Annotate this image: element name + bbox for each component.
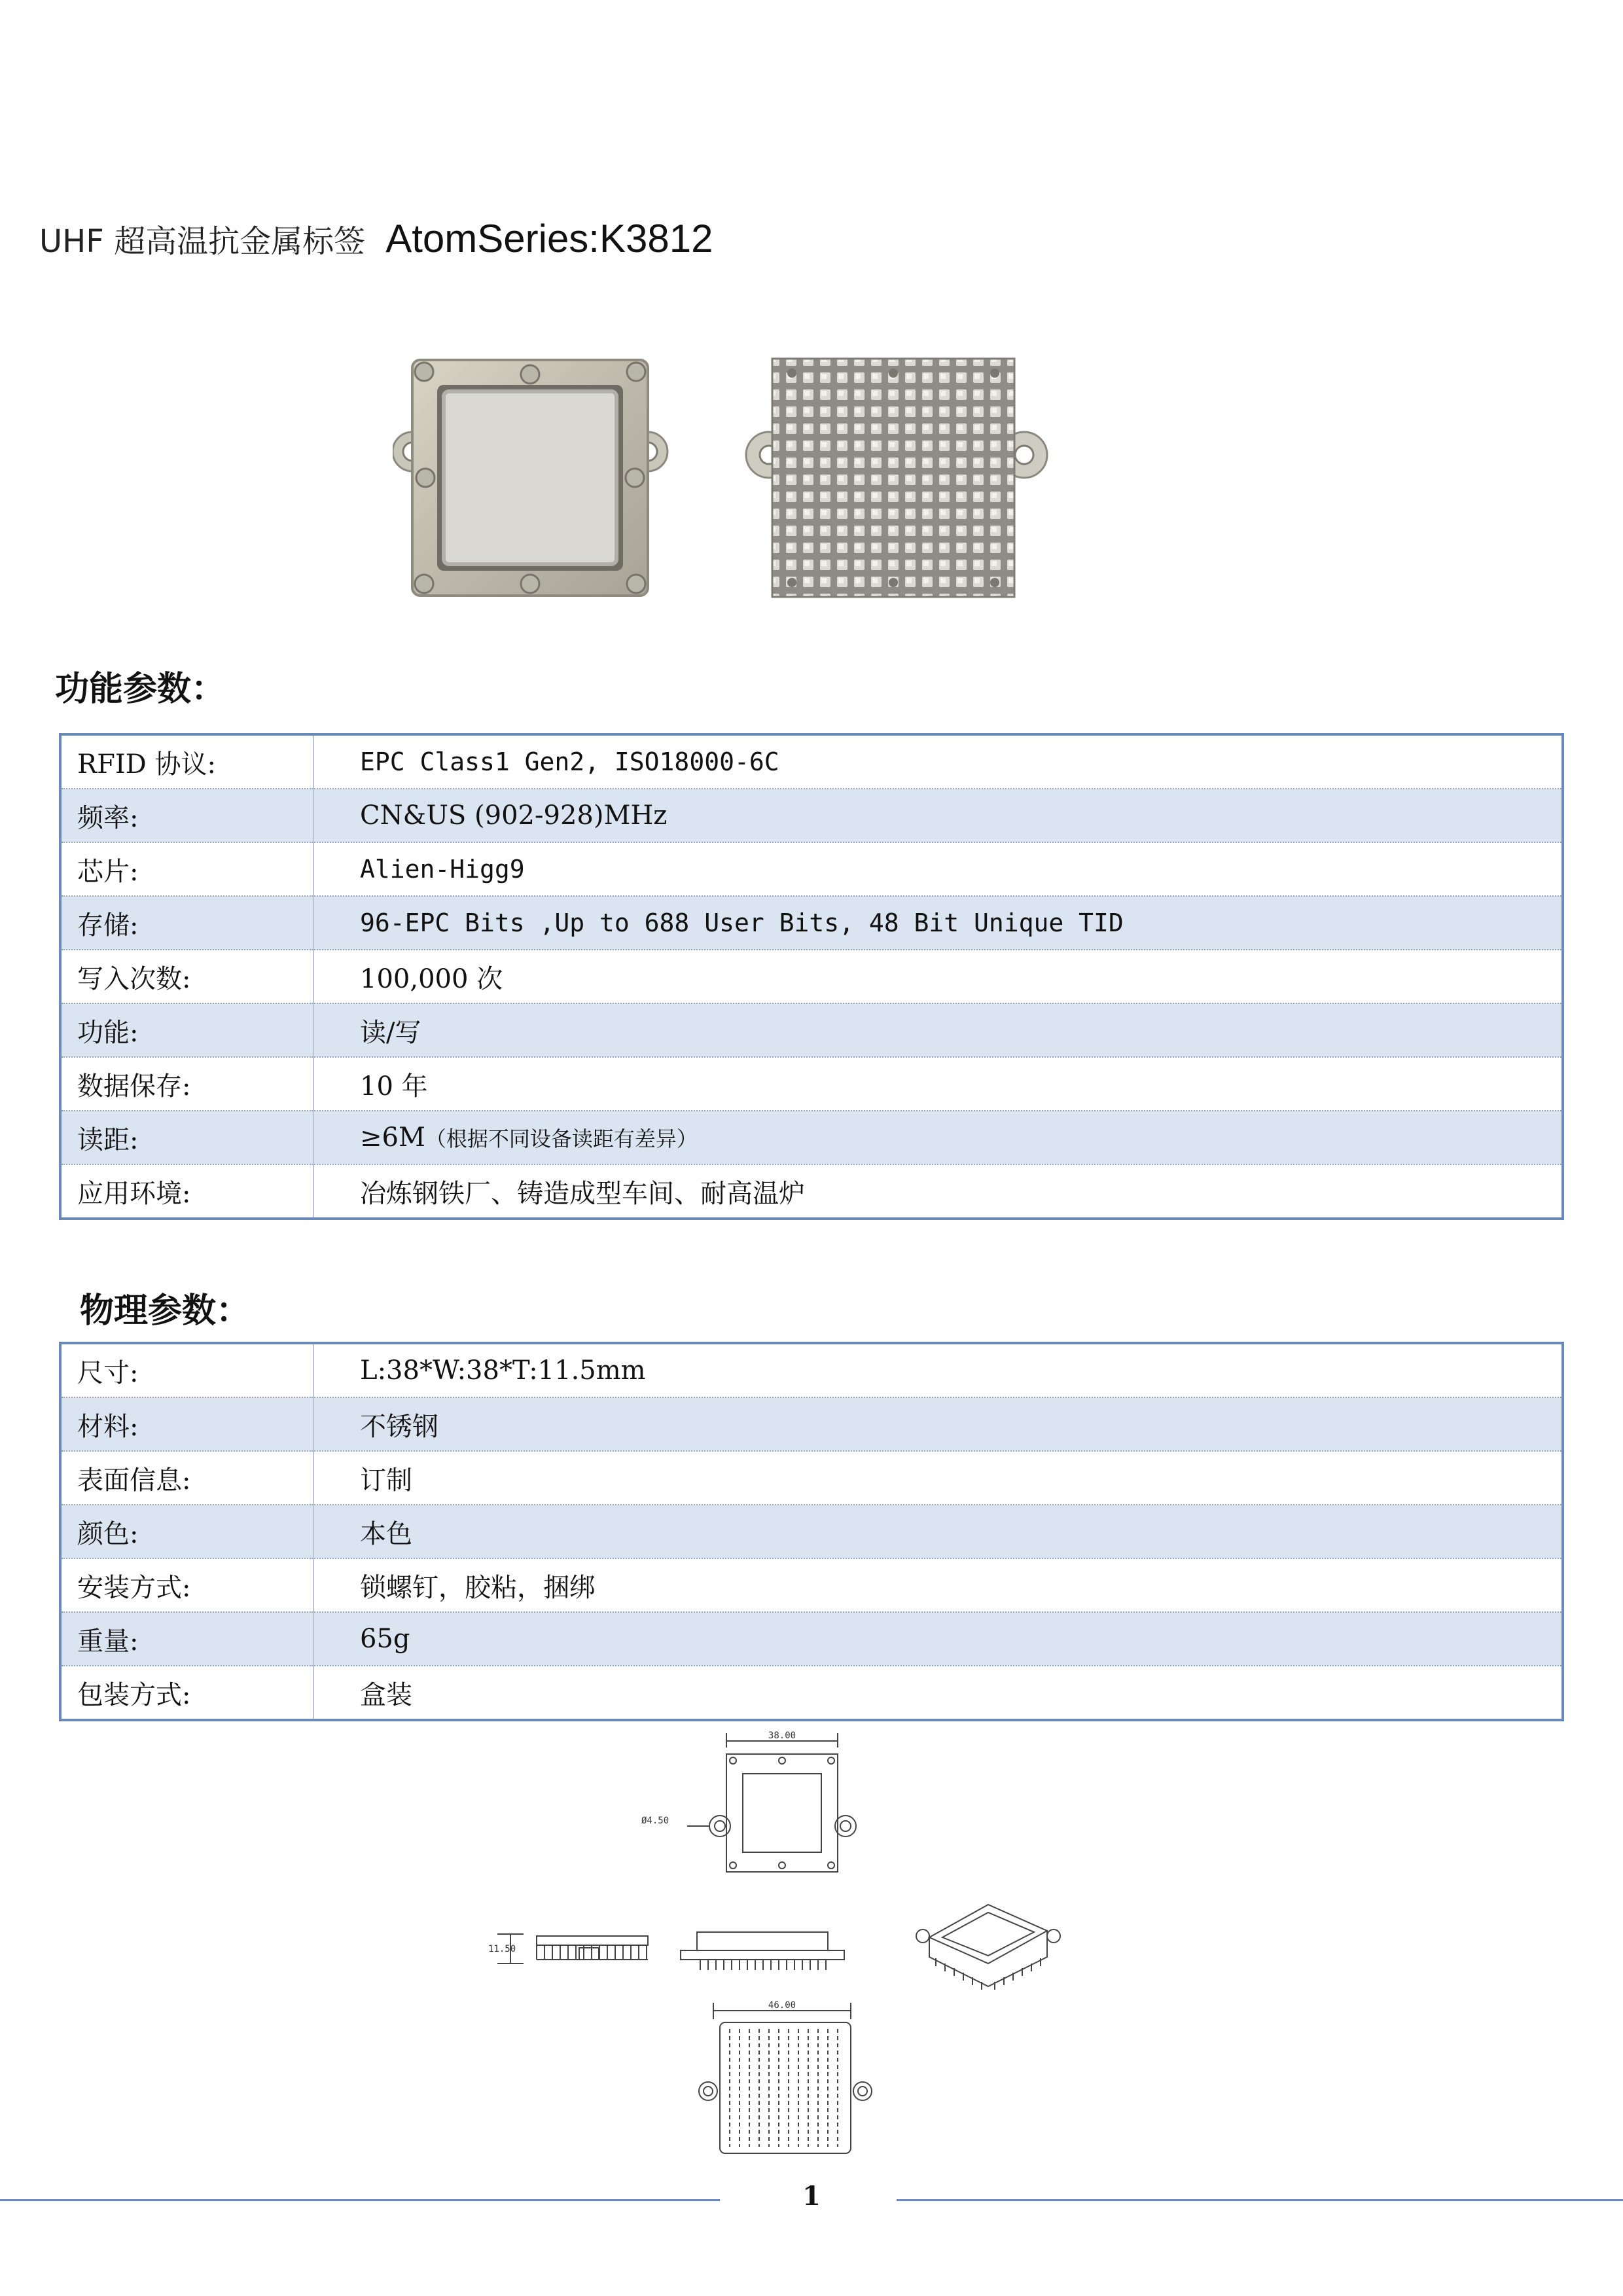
param-value: 不锈钢	[313, 1397, 1563, 1451]
table-row	[60, 1397, 1563, 1451]
param-label: 表面信息:	[60, 1451, 313, 1505]
param-label: 重量:	[60, 1612, 313, 1666]
page-number: 1	[802, 2181, 821, 2212]
param-label: 应用环境:	[60, 1164, 313, 1219]
dim-width-top: 38.00	[768, 1731, 796, 1741]
drawing-top-view	[687, 1733, 856, 1872]
param-label: 频率:	[60, 789, 313, 842]
product-photos	[393, 353, 1099, 602]
table-row	[60, 950, 1563, 1003]
param-value: L:38*W:38*T:11.5mm	[313, 1343, 1563, 1397]
param-value: 订制	[313, 1451, 1563, 1505]
function-params-heading: 功能参数：	[55, 670, 226, 709]
technical-drawings	[471, 1728, 1126, 2173]
footer-rule-left	[0, 2199, 720, 2201]
table-row	[60, 734, 1563, 789]
param-label: 颜色:	[60, 1505, 313, 1558]
read-range-value: ≥6M	[360, 1122, 425, 1153]
dim-width-bottom: 46.00	[768, 2000, 796, 2011]
table-row	[60, 1612, 1563, 1666]
param-label: 尺寸:	[60, 1343, 313, 1397]
param-value: 100,000 次	[313, 950, 1563, 1003]
table-row	[60, 1164, 1563, 1219]
title-chinese: UHF 超高温抗金属标签	[39, 223, 366, 260]
dim-hole: Ø4.50	[641, 1816, 669, 1826]
param-value: 96-EPC Bits ,Up to 688 User Bits, 48 Bit Unique TID	[313, 896, 1563, 950]
param-value: 盒装	[360, 1679, 412, 1710]
table-row	[60, 1111, 1563, 1164]
table-row	[60, 1505, 1563, 1558]
param-label: 材料:	[60, 1397, 313, 1451]
physical-params-heading: 物理参数：	[80, 1291, 251, 1331]
table-row	[60, 1558, 1563, 1612]
dim-thickness: 11.50	[488, 1944, 516, 1954]
param-label: 安装方式:	[60, 1558, 313, 1612]
param-value: EPC Class1 Gen2, ISO18000-6C	[313, 734, 1563, 789]
param-value: 65g	[313, 1612, 1563, 1666]
param-value	[313, 1111, 1563, 1164]
physical-params-table	[59, 1342, 1564, 1721]
table-row	[60, 1666, 1563, 1720]
param-value: Alien-Higg9	[313, 842, 1563, 896]
tag-front-photo	[393, 360, 668, 596]
param-label: 包装方式:	[60, 1666, 313, 1720]
drawing-front-view	[681, 1932, 844, 1970]
function-params-table	[59, 733, 1564, 1220]
table-row	[60, 1451, 1563, 1505]
drawing-isometric-view	[916, 1905, 1060, 1990]
title-model: AtomSeries:K3812	[385, 217, 713, 260]
param-value: CN&US (902-928)MHz	[313, 789, 1563, 842]
drawing-bottom-view	[699, 2003, 872, 2153]
param-label: 功能:	[60, 1003, 313, 1057]
page-title	[39, 216, 713, 261]
param-label: 数据保存:	[60, 1057, 313, 1111]
footer-rule-right	[897, 2199, 1623, 2201]
table-row	[60, 1057, 1563, 1111]
read-range-note: （根据不同设备读距有差异）	[425, 1126, 698, 1151]
table-row	[60, 1003, 1563, 1057]
drawing-side-view	[497, 1934, 648, 1964]
param-label: 读距:	[60, 1111, 313, 1164]
param-label: 芯片:	[60, 842, 313, 896]
table-row	[60, 842, 1563, 896]
table-row	[60, 1343, 1563, 1397]
param-value: 锁螺钉，胶粘，捆绑	[313, 1558, 1563, 1612]
param-label: RFID 协议:	[60, 734, 313, 789]
param-label: 写入次数:	[60, 950, 313, 1003]
param-value: 读/写	[313, 1003, 1563, 1057]
param-value: 本色	[313, 1505, 1563, 1558]
table-row	[60, 896, 1563, 950]
tag-back-photo	[746, 359, 1047, 597]
param-label: 存储:	[60, 896, 313, 950]
param-value: 10 年	[313, 1057, 1563, 1111]
table-row	[60, 789, 1563, 842]
param-value: 冶炼钢铁厂、铸造成型车间、耐高温炉	[360, 1178, 805, 1209]
